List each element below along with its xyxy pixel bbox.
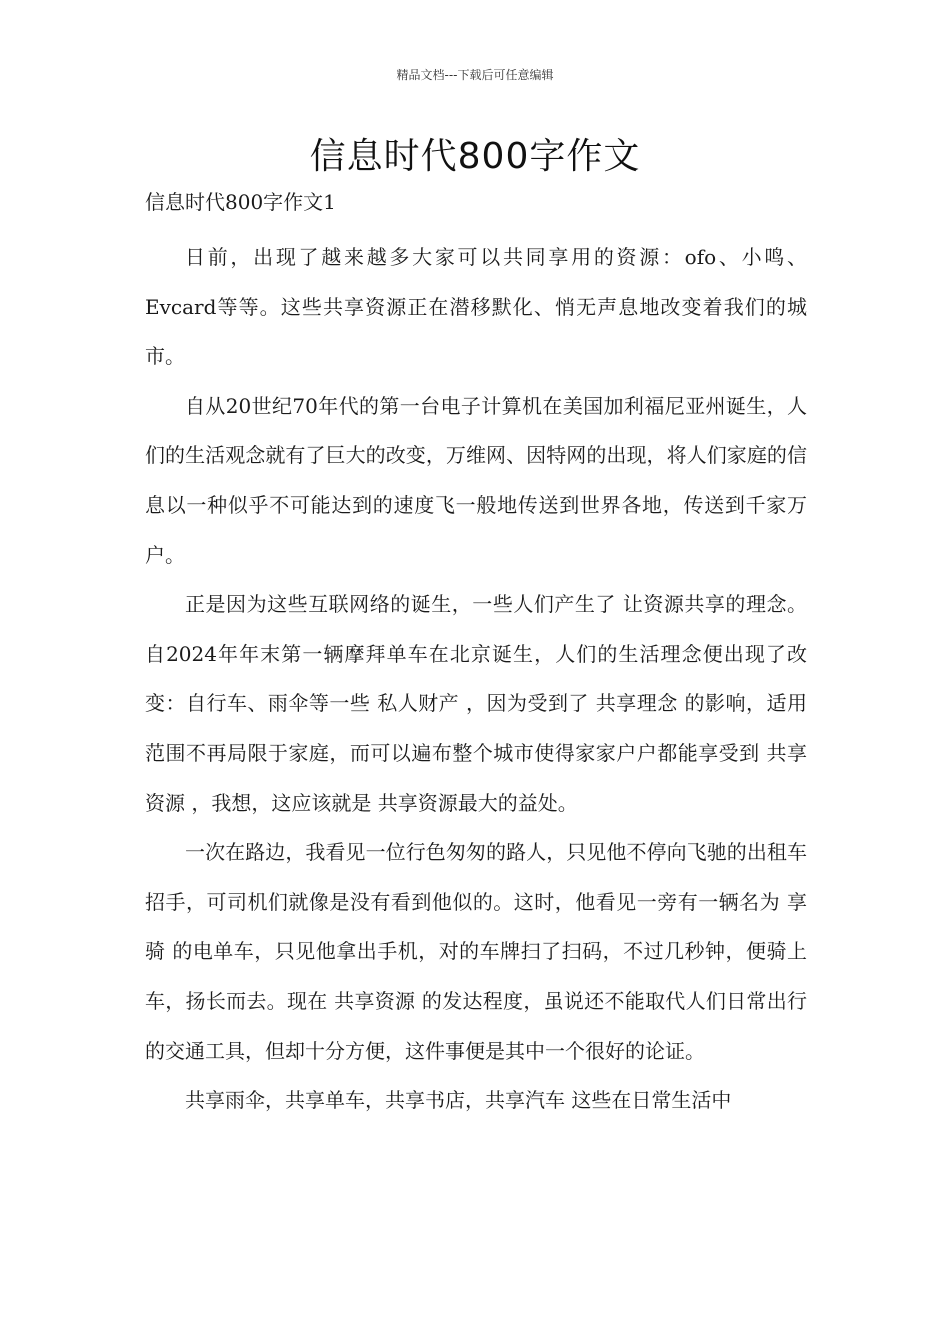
paragraph: 共享雨伞，共享单车，共享书店，共享汽车 这些在日常生活中 (185, 1088, 732, 1113)
essay-body (145, 233, 807, 1126)
paragraph: 一次在路边，我看见一位行色匆匆的路人，只见他不停向飞驰的出租车招手，可司机们就像是没有看到他似的。这时，他看见一旁有一辆名为 享骑 的电单车，只见他拿出手机，对的车牌扫了扫码，不过几秒钟，便骑上车，扬长而去。现在 共享资源 的发达程度，虽说还不能取代人们日常出行的交通工具，但却十分方便，这件事便是其中一个很好的论证。 (145, 840, 807, 1063)
essay-subtitle: 信息时代800字作文1 (145, 190, 336, 214)
paragraph: 日前，出现了越来越多大家可以共同享用的资源：ofo、小鸣、Evcard等等。这些共享资源正在潜移默化、悄无声息地改变着我们的城市。 (145, 245, 807, 369)
paragraph: 自从20世纪70年代的第一台电子计算机在美国加利福尼亚州诞生，人们的生活观念就有了巨大的改变，万维网、因特网的出现，将人们家庭的信息以一种似乎不可能达到的速度飞一般地传送到世界各地，传送到千家万户。 (145, 393, 807, 567)
page-header: 精品文档---下载后可任意编辑 (396, 68, 554, 82)
paragraph: 正是因为这些互联网络的诞生，一些人们产生了 让资源共享的理念。自2024年年末第一辆摩拜单车在北京诞生，人们的生活理念便出现了改变：自行车、雨伞等一些 私人财产 ，因为受到了 共享理念 的影响，适用范围不再局限于家庭，而可以遍布整个城市使得家家户户都能享受到 共享资源 ，我想，这应该就是 共享资源最大的益处。 (145, 592, 807, 815)
document-title: 信息时代800字作文 (309, 136, 641, 177)
